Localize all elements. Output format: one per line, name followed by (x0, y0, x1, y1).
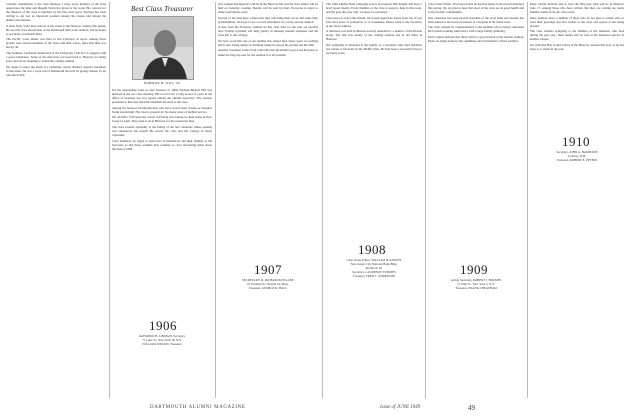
text-column-5 (428, 2, 524, 258)
column-divider (109, 2, 110, 398)
section-meta-1907: SECRETARY, D. RICHARDSON LANE 87 Fairfield St., Boston 16, Mass. Treasurer, GEORGE R. HALL (242, 278, 294, 290)
issue-footer: Issue of JUNE 1949 (380, 405, 421, 410)
paragraph: A letter from "Zeb" Rice tells us of his return to the Hanover country this spring. He says the class should hear of the Dartmouth men at the reunion, and he hopes to see many old friends there. (6, 23, 106, 36)
paragraph: Class Notes Editor, Fred reports that he has had letters from several members this spring. We are glad to hear that most of the class are in good health and active in their communities. (428, 2, 524, 15)
paragraph: The Southern California alumni met at the University Club in Los Angeles with a good attendance. Some of the men have not been back to Hanover for many years and all are planning to attend the coming reunion. (6, 51, 106, 64)
section-meta-1910: Secretary, JOHN A. HAMILTON Conway, N.H. Treasurer, ROBERT E. PETERS (556, 150, 598, 162)
paragraph: The class extends sympathy to the families of the members who died during the past year. Their names will be read at the memorial service in Rollins Chapel. (530, 29, 624, 42)
paragraph: One classmate has been elected president of the local bank and another has been named to the board of trustees of a hospital in his home town. (428, 15, 524, 24)
section-heading-1909: 1909 (460, 262, 488, 277)
paragraph: We regret to report the death of a classmate, whose obituary appears elsewhere in this issue. He was a loyal son of Dartmouth and will be greatly missed by all who knew him. (6, 64, 106, 77)
column-divider (322, 2, 323, 398)
paragraph: The class extends its congratulations to the member who recently celebrated his fortieth wedding anniversary with a large family gathering. (428, 25, 524, 34)
paragraph: Early returns indicate that there will be a good turnout at the fortieth reunion. Plans are being made by the committee and all members will be notified. (428, 34, 524, 43)
feature-title: Best Class Treasurer (130, 4, 194, 13)
paragraph: Early returns indicate that at least the fifty-year men will be in Hanover June 17. Among those who have written that they are coming are many familiar names from the class roster. (530, 2, 624, 15)
section-heading-1907: 1907 (254, 262, 282, 277)
section-heading-1908: 1908 (358, 242, 386, 257)
text-column-6 (530, 2, 624, 130)
portrait-image (133, 17, 193, 79)
paragraph: Class news is scarce this month. We would appreciate letters from any of you who have news of yourselves or of classmates. Please write to the Secretary at the above address. (326, 15, 422, 28)
paragraph: Class members are urged to send news of themselves and their families to the Secretary so that these columns may continue to carry interesting items about the men of 1906. (112, 138, 212, 151)
paragraph: Mr. and Mrs. Will spent the winter in Florida and returned to their home in New Jersey in April. They plan to be in Hanover for the reunion in June. (112, 115, 212, 124)
portrait-photo (132, 16, 194, 80)
paragraph: More reunion news: a number of those who do not plan to attend write to send their greetings and best wishes to the class and regrets at not being present. (530, 15, 624, 28)
section-meta-1908: Class Notes Editor, WILLIAM H. KNIGHT New Jersey City National Bank Bldg. Rockford, Ill. Secretary, LAURENCE SYMMES Treasurer, FRED C. ANDERSON (346, 258, 402, 278)
paragraph: The Pacific Coast dinner was held in San Francisco in April. Among those present were several members of the class with their wives, and a fine time was had by all. (6, 37, 106, 50)
paragraph: The class extends sympathy to the family of the late classmate whose passing was announced last month. He served the class and the College in many capacities. (112, 124, 212, 137)
text-column-2 (112, 88, 212, 296)
paragraph: We wish that Bob Gould will be at the Hanover reunion this year, as he has been at so many in the past. (530, 42, 624, 51)
column-divider (527, 2, 528, 398)
paragraph: We have word that one of our number has retired after many years of teaching and is now living quietly in Vermont where he enjoys his garden and the hills. (218, 38, 318, 47)
text-column-3 (218, 2, 318, 258)
paragraph: valuable contribution to the class finances. I hope every member of the class appreciates the time and thought Norm has given to the work. His concern for the finances of the class is matched by his fine class spirit. Norman has been writing to get you an important position among the classes and among the alumni associations. (6, 2, 106, 23)
magazine-name-footer: DARTMOUTH ALUMNI MAGAZINE (150, 405, 246, 410)
paragraph: A note from the Treasurer reminds us that class dues for the year are payable now. Prompt payment will help greatly in meeting reunion expenses and the class gift to the College. (218, 25, 318, 38)
paragraph: Another classmate writes from California that his health is good and he hopes to make the long trip east for the reunion if at all possible. (218, 48, 318, 57)
paragraph: Our reunion headquarters will be in the Hanover Inn and the class dinner will be held on Saturday evening. Details will be sent by mail. Everyone is urged to make reservations early. (218, 2, 318, 15)
section-heading-1910: 1910 (562, 134, 590, 149)
page-number: 49 (468, 404, 475, 412)
paragraph: Among the honored Dartmouth men who have served their classes as treasurer Norm stands high. His class is grateful for his many years of faithful service. (112, 105, 212, 114)
text-column-4 (326, 2, 422, 238)
paragraph: Our sympathy is extended to the family of a classmate who died suddenly last winter at his home in the Middle West. He had been a successful lawyer for many years. (326, 42, 422, 56)
column-divider (425, 2, 426, 398)
text-column-1 (6, 2, 106, 395)
section-heading-1906: 1906 (149, 318, 177, 333)
section-meta-1906: RAYMOND B. LINDSAY, Secretary 71 Lake St., New York 18, N.Y. WILLIAM WILSON, Treasurer (138, 334, 186, 346)
section-meta-1909: Acting Secretary, ROBERT J. HOLMES 71 Wall St., New York 5, N.Y. Treasurer, FRANK CHEATHAM (450, 278, 502, 290)
paragraph: Several of the men have written that they will bring their wives and some their grandchildren. We hope to see a record attendance for a forty-second reunion. (218, 15, 318, 24)
column-divider (215, 2, 216, 398)
paragraph: For his outstanding work as class treasurer of 1906, Norman Bussell Will was honored at the last class meeting. His record over a long period of years in the office of treasurer has few equals among the alumni treasurers. The citation presented to him described his unselfish devotion to the class. (112, 88, 212, 105)
photo-caption: NORMAN B. WILL '06 (143, 81, 181, 85)
paragraph: A luncheon was held in Boston recently attended by a number of the Boston group. The talk was mostly of the coming reunion and of old times in Hanover. (326, 29, 422, 42)
paragraph: The 1949 Alumni Fund campaign is now in progress. Bill Knight will have a brief report shortly. Every member of the class is urged to help in this work, and the goal this year will, we hope, be exceeded. (326, 2, 422, 15)
